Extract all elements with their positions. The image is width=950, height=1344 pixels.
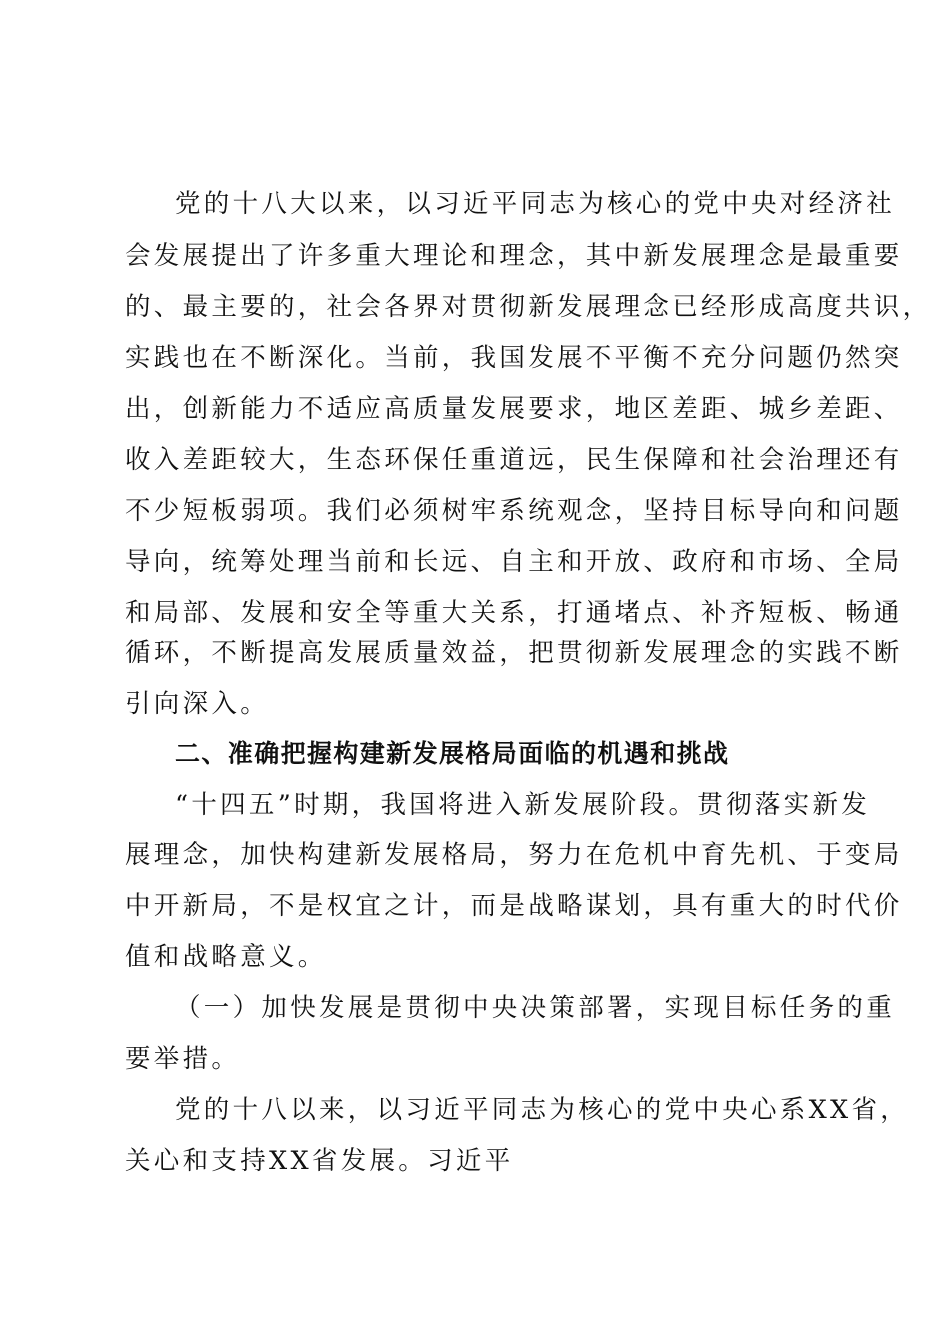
paragraph-line: 展理念，加快构建新发展格局，努力在危机中育先机、于变局 xyxy=(125,840,903,870)
paragraph-line: 收入差距较大，生态环保任重道远，民生保障和社会治理还有 xyxy=(125,445,903,475)
paragraph-line: 的、最主要的，社会各界对贯彻新发展理念已经形成高度共识， xyxy=(125,292,932,322)
paragraph-line: 和局部、发展和安全等重大关系，打通堵点、补齐短板、畅通 xyxy=(125,598,903,628)
paragraph-line: 出，创新能力不适应高质量发展要求，地区差距、城乡差距、 xyxy=(125,394,903,424)
paragraph-line: 值和战略意义。 xyxy=(125,942,327,972)
paragraph-line: 党的十八大以来，以习近平同志为核心的党中央对经济社 xyxy=(175,189,896,219)
paragraph-line: 引向深入。 xyxy=(125,689,270,719)
paragraph-line: 循环，不断提高发展质量效益，把贯彻新发展理念的实践不断 xyxy=(125,638,903,668)
paragraph-line: 实践也在不断深化。当前，我国发展不平衡不充分问题仍然突 xyxy=(125,343,903,373)
paragraph-line: 会发展提出了许多重大理论和理念，其中新发展理念是最重要 xyxy=(125,241,903,271)
paragraph-line: 导向，统筹处理当前和长远、自主和开放、政府和市场、全局 xyxy=(125,547,903,577)
paragraph-line: “十四五”时期，我国将进入新发展阶段。贯彻落实新发 xyxy=(175,790,871,820)
paragraph-line: 中开新局，不是权宜之计，而是战略谋划，具有重大的时代价 xyxy=(125,891,903,921)
subsection-heading-line: （一）加快发展是贯彻中央决策部署，实现目标任务的重 xyxy=(175,993,896,1023)
paragraph-line: 关心和支持XX省发展。习近平 xyxy=(125,1146,514,1176)
paragraph-line: 党的十八以来，以习近平同志为核心的党中央心系XX省， xyxy=(175,1095,910,1125)
section-heading: 二、准确把握构建新发展格局面临的机遇和挑战 xyxy=(175,739,730,768)
subsection-heading-line: 要举措。 xyxy=(125,1044,241,1074)
paragraph-line: 不少短板弱项。我们必须树牢系统观念，坚持目标导向和问题 xyxy=(125,496,903,526)
